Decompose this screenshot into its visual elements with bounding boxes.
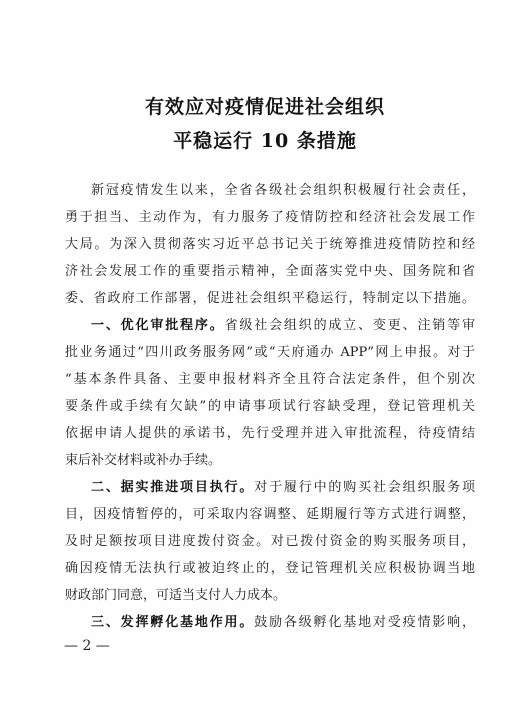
section-line: 要条件或手续有欠缺”的申请事项试行容缺受理，登记管理机关 <box>65 399 475 414</box>
section-line: 目，因疫情暂停的，可采取内容调整、延期履行等方式进行调整， <box>65 507 475 522</box>
section-text: 鼓励各级孵化基地对受疫情影响， <box>254 615 475 630</box>
document-title-line-2: 平稳运行 10 条措施 <box>173 130 357 152</box>
section-line: 及时足额按项目进度拨付资金。对已拨付资金的购买服务项目， <box>65 534 475 549</box>
section-text: 省级社会组织的成立、变更、注销等审 <box>224 318 475 333</box>
section-heading: 三、发挥孵化基地作用。 <box>91 615 255 630</box>
section-line: 束后补交材料或补办手续。 <box>65 453 222 468</box>
section-line: 依据申请人提供的承诺书，先行受理并进入审批流程，待疫情结 <box>65 426 475 441</box>
section-1-first-line <box>91 314 475 338</box>
section-line: 批业务通过“四川政务服务网”或“天府通办 APP”网上申报。对于 <box>65 345 475 360</box>
intro-line: 勇于担当、主动作为，有力服务了疫情防控和经济社会发展工作 <box>65 210 475 225</box>
section-heading: 二、据实推进项目执行。 <box>91 480 255 495</box>
section-heading: 一、优化审批程序。 <box>91 318 225 333</box>
section-2-first-line <box>91 476 475 500</box>
section-text: 对于履行中的购买社会组织服务项 <box>254 480 475 495</box>
section-3-first-line <box>91 611 475 635</box>
intro-line: 委、省政府工作部署，促进社会组织平稳运行，特制定以下措施。 <box>65 291 475 306</box>
section-line: “基本条件具备、主要申报材料齐全且符合法定条件，但个别次 <box>65 372 475 387</box>
intro-line: 大局。为深入贯彻落实习近平总书记关于统筹推进疫情防控和经 <box>65 237 475 252</box>
section-line: 确因疫情无法执行或被迫终止的，登记管理机关应积极协调当地 <box>65 561 475 576</box>
intro-line: 新冠疫情发生以来，全省各级社会组织积极履行社会责任， <box>91 183 475 198</box>
intro-line: 济社会发展工作的重要指示精神，全面落实党中央、国务院和省 <box>65 264 475 279</box>
section-line: 财政部门同意，可适当支付人力成本。 <box>65 588 287 603</box>
document-title-line-1: 有效应对疫情促进社会组织 <box>144 96 385 118</box>
page-number: — 2 — <box>64 638 110 654</box>
